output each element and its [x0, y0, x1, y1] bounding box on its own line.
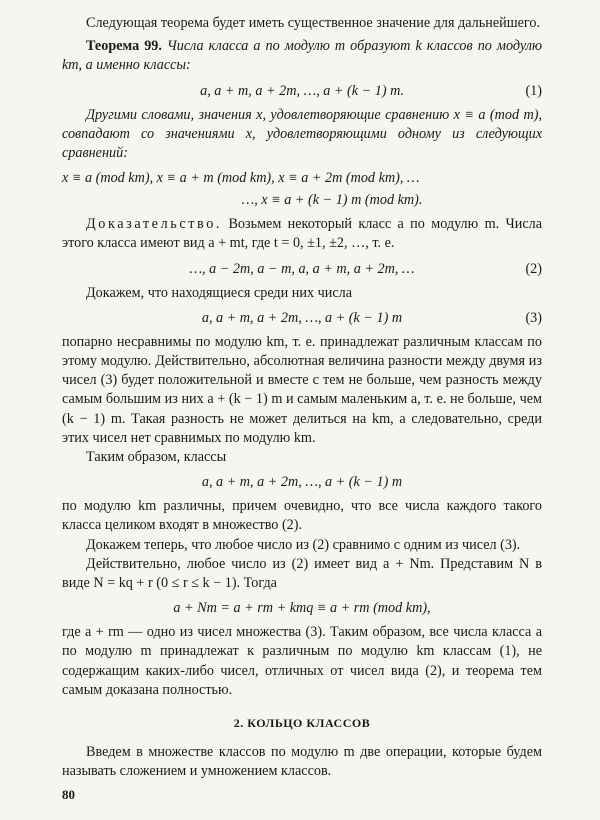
congruences-line-2: …, x ≡ a + (k − 1) m (mod km).	[241, 192, 423, 209]
intro-paragraph: Следующая теорема будет иметь существенное значение для дальнейшего.	[86, 15, 541, 31]
equation-4	[62, 471, 542, 493]
equation-3-body: a, a + m, a + 2m, …, a + (k − 1) m	[201, 309, 403, 326]
other-words-paragraph	[62, 106, 542, 164]
theorem-paragraph	[62, 37, 542, 75]
pairwise-paragraph: попарно несравнимы по модулю km, т. е. принадлежат различным классам по этому модулю. Действительно, абсолютная величина разности между двумя из чисел (3) будет положительной и вместе с тем не больше, чем разность между самым большим из них a + (k − 1) m и самым маленьким a, т. е. не больше, чем (k − 1) m. Такая разность не может делиться на km, а следовательно, среди этих чисел нет сравнимых по модулю km.	[62, 333, 542, 446]
proof-word: Доказательство.	[86, 216, 223, 233]
section-heading: 2. КОЛЬЦО КЛАССОВ	[233, 716, 371, 731]
page-number: 80	[62, 787, 75, 802]
proof-text: Возьмем некоторый класс a по модулю m. Числа этого класса имеют вид a + mt, где t = 0, ±1, ±2, …, т. е.	[62, 216, 543, 252]
final-paragraph: где a + rm — одно из чисел множества (3). Таким образом, все числа класса a по модулю m принадлежат к различным по модулю km классам (1), не содержащим каких-либо чисел, отличных от чисел вида (2), и теорема тем самым доказана полностью.	[62, 624, 542, 698]
other-words-text: Другими словами, значения x, удовлетворяющие сравнению x ≡ a (mod m), совпадают со значениями x, удовлетворяющими одному из следующих сравнений:	[62, 106, 542, 162]
theorem-text: Числа класса a по модулю m образуют k классов по модулю km, а именно классы:	[62, 38, 542, 74]
theorem-label: Теорема 99.	[86, 38, 162, 55]
equation-3	[62, 307, 542, 329]
proof-paragraph	[62, 215, 542, 253]
congruences-line-1: x ≡ a (mod km), x ≡ a + m (mod km), x ≡ a + 2m (mod km), …	[62, 170, 420, 187]
thus-classes-paragraph: Таким образом, классы	[86, 449, 227, 466]
equation-2	[62, 258, 542, 280]
equation-1-number: (1)	[525, 82, 542, 99]
equation-2-body: …, a − 2m, a − m, a, a + m, a + 2m, …	[189, 260, 415, 277]
equation-4-body: a, a + m, a + 2m, …, a + (k − 1) m	[201, 474, 403, 491]
equation-1-body: a, a + m, a + 2m, …, a + (k − 1) m.	[200, 82, 404, 99]
prove-intro-paragraph: Докажем, что находящиеся среди них числа	[86, 284, 353, 301]
equation-1	[62, 80, 542, 102]
indeed-paragraph: Действительно, любое число из (2) имеет вид a + Nm. Представим N в виде N = kq + r (0 ≤ r ≤ k − 1). Тогда	[62, 555, 542, 592]
page-content	[62, 14, 542, 782]
equation-3-number: (3)	[525, 309, 542, 326]
prove-any-paragraph: Докажем теперь, что любое число из (2) сравнимо с одним из чисел (3).	[86, 536, 521, 553]
equation-5	[62, 597, 542, 619]
equation-5-body: a + Nm = a + rm + kmq ≡ a + rm (mod km),	[173, 600, 431, 617]
equation-2-number: (2)	[525, 260, 542, 277]
section-paragraph: Введем в множестве классов по модулю m две операции, которые будем называть сложением и умножением классов.	[62, 744, 542, 780]
distinct-paragraph: по модулю km различны, причем очевидно, что все числа каждого такого класса целиком входят в множество (2).	[62, 498, 542, 534]
